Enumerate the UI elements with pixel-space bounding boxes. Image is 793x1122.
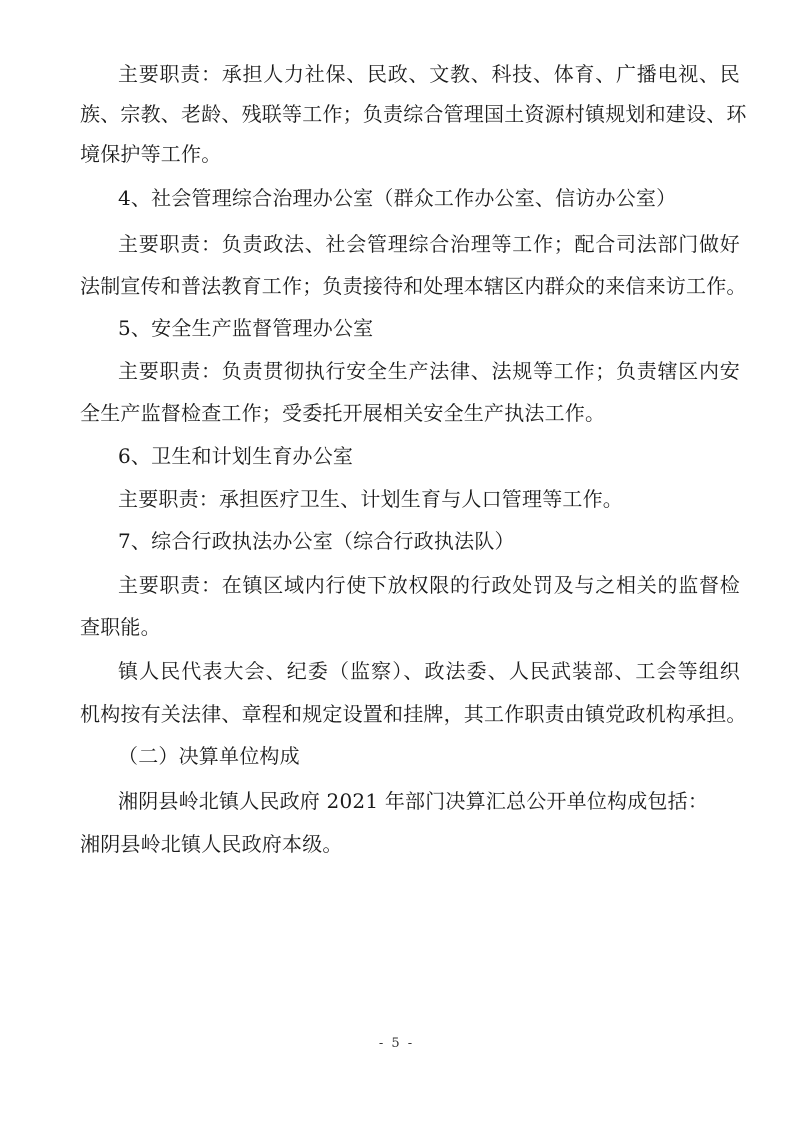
- paragraph-line: 机构按有关法律、章程和规定设置和挂牌，其工作职责由镇党政机构承担。: [80, 702, 747, 726]
- section-heading: 4、社会管理综合治理办公室（群众工作办公室、信访办公室）: [118, 186, 677, 210]
- page-number: - 5 -: [378, 1036, 415, 1051]
- paragraph-line: 主要职责：负责政法、社会管理综合治理等工作；配合司法部门做好: [118, 232, 740, 256]
- section-heading: （二）决算单位构成: [118, 744, 300, 768]
- paragraph-line: 主要职责：承担人力社保、民政、文教、科技、体育、广播电视、民: [118, 62, 740, 86]
- paragraph-line: 主要职责：负责贯彻执行安全生产法律、法规等工作；负责辖区内安: [118, 359, 740, 383]
- paragraph-line: 湘阴县岭北镇人民政府本级。: [80, 832, 343, 856]
- paragraph-line: 主要职责：承担医疗卫生、计划生育与人口管理等工作。: [118, 487, 623, 511]
- paragraph-line: 主要职责：在镇区域内行使下放权限的行政处罚及与之相关的监督检: [118, 573, 740, 597]
- paragraph-line: 境保护等工作。: [80, 142, 222, 166]
- paragraph-line: 族、宗教、老龄、残联等工作；负责综合管理国土资源村镇规划和建设、环: [80, 102, 747, 126]
- paragraph-line: 湘阴县岭北镇人民政府 2021 年部门决算汇总公开单位构成包括：: [118, 789, 709, 813]
- section-heading: 6、卫生和计划生育办公室: [118, 444, 354, 468]
- paragraph-line: 全生产监督检查工作；受委托开展相关安全生产执法工作。: [80, 401, 606, 425]
- section-heading: 7、综合行政执法办公室（综合行政执法队）: [118, 529, 515, 553]
- paragraph-line: 查职能。: [80, 615, 161, 639]
- paragraph-line: 法制宣传和普法教育工作；负责接待和处理本辖区内群众的来信来访工作。: [80, 274, 747, 298]
- section-heading: 5、安全生产监督管理办公室: [118, 316, 374, 340]
- paragraph-line: 镇人民代表大会、纪委（监察）、政法委、人民武装部、工会等组织: [118, 659, 740, 683]
